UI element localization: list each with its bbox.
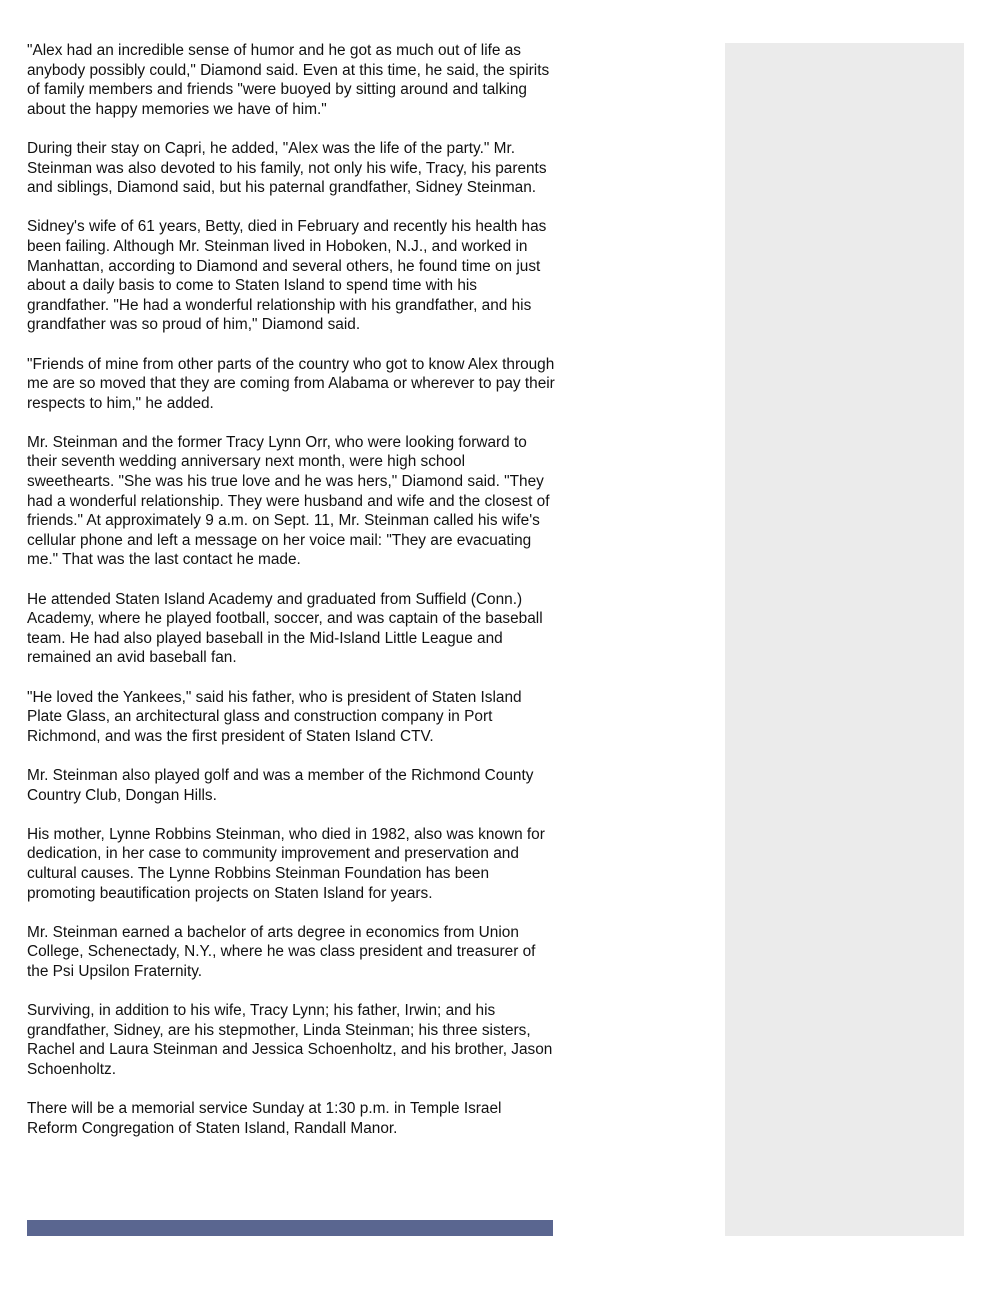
article-paragraph: "Friends of mine from other parts of the country who got to know Alex through me are so moved that they are coming from Alabama or wherever to pay their respects to him," he added. <box>27 355 555 412</box>
article-body <box>27 41 555 1158</box>
article-paragraph: There will be a memorial service Sunday at 1:30 p.m. in Temple Israel Reform Congregation of Staten Island, Randall Manor. <box>27 1100 502 1137</box>
article-paragraph: He attended Staten Island Academy and graduated from Suffield (Conn.) Academy, where he played football, soccer, and was captain of the baseball team. He had also played baseball in the Mid-Island Little League and remained an avid baseball fan. <box>27 590 543 667</box>
article-paragraph: Mr. Steinman also played golf and was a member of the Richmond County Country Club, Dongan Hills. <box>27 766 534 804</box>
article-paragraph: "He loved the Yankees," said his father, who is president of Staten Island Plate Glass, an architectural glass and construction company in Port Richmond, and was the first president of Staten Island CTV. <box>27 688 522 745</box>
article-paragraph: Mr. Steinman earned a bachelor of arts degree in economics from Union College, Schenectady, N.Y., where he was class president and treasurer of the Psi Upsilon Fraternity. <box>27 923 536 980</box>
footer-divider-bar <box>27 1220 553 1236</box>
article-paragraph: "Alex had an incredible sense of humor and he got as much out of life as anybody possibly could," Diamond said. Even at this time, he said, the spirits of family members and friends "were buoyed by sitting around and talking about the happy memories we have of him." <box>27 42 550 118</box>
sidebar-panel <box>725 43 964 1236</box>
article-paragraph: Mr. Steinman and the former Tracy Lynn Orr, who were looking forward to their seventh wedding anniversary next month, were high school sweethearts. "She was his true love and he was hers," Diamond said. "They had a wonderful relationship. They were husband and wife and the closest of friends." At approximately 9 a.m. on Sept. 11, Mr. Steinman called his wife's cellular phone and left a message on her voice mail: "They are evacuating me." That was the last contact he made. <box>27 433 550 569</box>
article-paragraph: During their stay on Capri, he added, "Alex was the life of the party." Mr. Steinman was also devoted to his family, not only his wife, Tracy, his parents and siblings, Diamond said, but his paternal grandfather, Sidney Steinman. <box>27 139 547 197</box>
article-paragraph: Sidney's wife of 61 years, Betty, died in February and recently his health has been failing. Although Mr. Steinman lived in Hoboken, N.J., and worked in Manhattan, according to Diamond and several others, he found time on just about a daily basis to come to Staten Island to spend time with his grandfather. "He had a wonderful relationship with his grandfather, and his grandfather was so proud of him," Diamond said. <box>27 218 547 334</box>
article-paragraph: His mother, Lynne Robbins Steinman, who died in 1982, also was known for dedication, in her case to community improvement and preservation and cultural causes. The Lynne Robbins Steinman Foundation has been promoting beautification projects on Staten Island for years. <box>27 825 545 902</box>
article-paragraph: Surviving, in addition to his wife, Tracy Lynn; his father, Irwin; and his grandfather, Sidney, are his stepmother, Linda Steinman; his three sisters, Rachel and Laura Steinman and Jessica Schoenholtz, and his brother, Jason Schoenholtz. <box>27 1002 553 1078</box>
